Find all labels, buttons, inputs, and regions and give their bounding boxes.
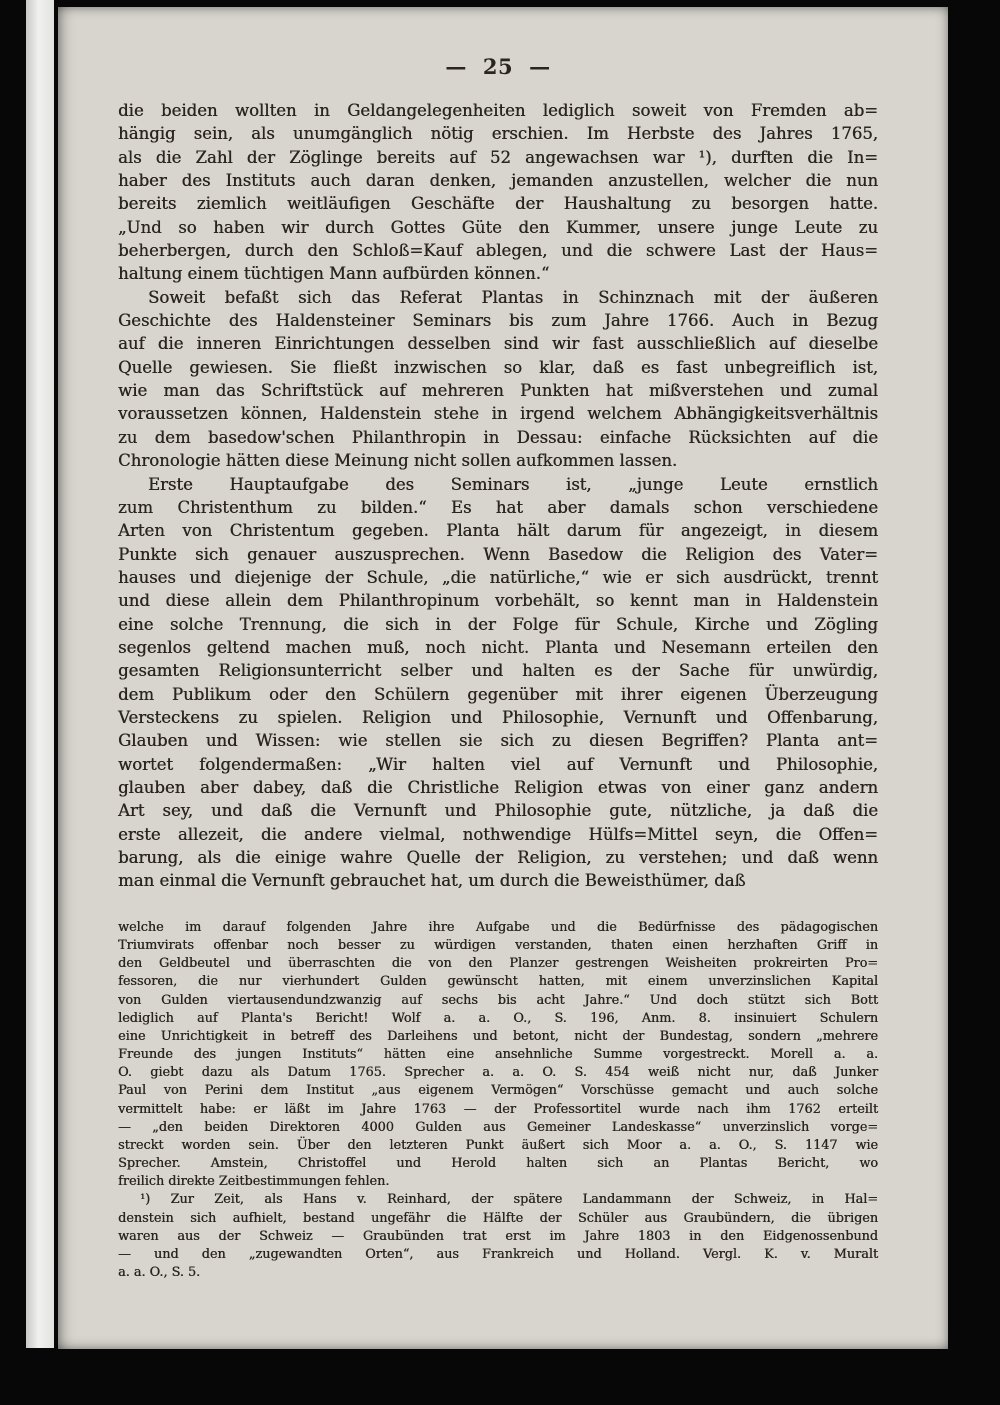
text-line: wortet folgendermaßen: „Wir halten viel auf Vernunft und Philosophie, [118,754,878,774]
text-line: hauses und diejenige der Schule, „die natürliche,“ wie er sich ausdrückt, trennt [118,567,878,587]
text-line: Sprecher. Amstein, Christoffel und Herold halten sich an Plantas Bericht, wo [118,1156,878,1172]
text-line: als die Zahl der Zöglinge bereits auf 52 angewachsen war ¹), durften die In= [118,147,878,167]
text-line: gesamten Religionsunterricht selber und halten es der Sache für unwürdig, [118,661,878,681]
text-line: ¹) Zur Zeit, als Hans v. Reinhard, der spätere Landammann der Schweiz, in Hal= [140,1192,878,1208]
paragraph [118,473,878,893]
text-line: segenlos geltend machen muß, noch nicht. Planta und Nesemann erteilen den [118,637,878,657]
text-line: bereits ziemlich weitläufigen Geschäfte der Haushaltung zu besorgen hatte. [118,194,878,214]
text-line: zum Christenthum zu bilden.“ Es hat aber damals schon verschiedene [118,497,878,517]
text-line: haber des Instituts auch daran denken, jemanden anzustellen, welcher die nun [118,171,878,191]
paragraph [118,286,878,473]
text-line: beherbergen, durch den Schloß=Kauf ablegen, und die schwere Last der Haus= [118,241,878,261]
text-line: voraussetzen können, Haldenstein stehe in irgend welchem Abhängigkeitsverhältnis [118,404,878,424]
scanned-page [58,7,948,1349]
text-line: Glauben und Wissen: wie stellen sie sich zu diesen Begriffen? Planta ant= [118,731,878,751]
text-line: eine Unrichtigkeit in betreff des Darleihens und betont, nicht der Bundestag, sondern „mehrere [118,1028,878,1044]
text-line: barung, als die einige wahre Quelle der Religion, zu verstehen; und daß wenn [118,848,878,867]
text-line: Arten von Christentum gegeben. Planta hält darum für angezeigt, in diesem [118,521,878,541]
text-line: Soweit befaßt sich das Referat Plantas in Schinznach mit der äußeren [148,287,878,307]
text-line: freilich direkte Zeitbestimmungen fehlen. [118,1174,390,1190]
footnote-text [118,919,878,1282]
text-line: hängig sein, als unumgänglich nötig erschien. Im Herbste des Jahres 1765, [118,124,878,144]
text-line: und diese allein dem Philanthropinum vorbehält, so kennt man in Haldenstein [118,591,878,611]
paragraph [118,919,878,1191]
text-line: a. a. O., S. 5. [118,1264,201,1280]
text-line: erste allezeit, die andere vielmal, nothwendige Hülfs=Mittel seyn, die Offen= [118,824,878,844]
text-line: welche im darauf folgenden Jahre ihre Aufgabe und die Bedürfnisse des pädagogischen [118,920,878,935]
text-line: fessoren, die nur vierhundert Gulden gewünscht hatten, mit einem unverzinslichen Kapital [118,974,878,990]
text-line: haltung einem tüchtigen Mann aufbürden können.“ [118,264,550,284]
text-line: die beiden wollten in Geldangelegenheiten lediglich soweit von Fremden ab= [118,101,878,120]
text-line: — „den beiden Direktoren 4000 Gulden aus Gemeiner Landeskasse“ unverzinslich vorge= [118,1119,878,1135]
adjacent-page-edge [26,0,54,1348]
text-line: Punkte sich genauer auszusprechen. Wenn Basedow die Religion des Vater= [118,544,878,564]
paragraph [118,1191,878,1282]
text-line: Chronologie hätten diese Meinung nicht sollen aufkommen lassen. [118,451,678,471]
text-line: Art sey, und daß die Vernunft und Philosophie gute, nützliche, ja daß die [118,801,878,821]
text-line: vermittelt habe: er läßt im Jahre 1763 — der Professortitel wurde nach ihm 1762 erteilt [118,1101,878,1117]
header-dash-left: — [445,54,467,79]
text-line: glauben aber dabey, daß die Christliche Religion etwas von einer ganz andern [118,777,878,797]
text-line: streckt worden sein. Über den letzteren Punkt äußert sich Moor a. a. O., S. 1147 wie [118,1137,878,1153]
text-line: eine solche Trennung, die sich in der Folge für Schule, Kirche und Zögling [118,614,878,634]
text-line: Quelle gewiesen. Sie fließt inzwischen so klar, daß es fast unbegreiflich ist, [118,357,878,377]
text-line: Triumvirats offenbar noch besser zu würdigen verstanden, thaten einen herzhaften Griff in [118,938,878,954]
text-line: „Und so haben wir durch Gottes Güte den Kummer, unsere junge Leute zu [118,217,878,237]
text-line: dem Publikum oder den Schülern gegenüber mit ihrer eigenen Überzeugung [118,684,878,704]
text-line: wie man das Schriftstück auf mehreren Punkten hat mißverstehen und zumal [118,381,878,401]
text-line: von Gulden viertausendundzwanzig auf sechs bis acht Jahre.“ Und doch stützt sich Bott [118,992,878,1008]
text-line: Freunde des jungen Instituts“ hätten eine ansehnliche Summe vorgestreckt. Morell a. a. [118,1047,878,1063]
text-line: auf die inneren Einrichtungen desselben sind wir fast ausschließlich auf dieselbe [118,334,878,354]
text-line: waren aus der Schweiz — Graubünden trat erst im Jahre 1803 in den Eidgenossenbund [118,1228,878,1244]
text-line: lediglich auf Planta's Bericht! Wolf a. a. O., S. 196, Anm. 8. insinuiert Schulern [118,1010,878,1026]
text-line: Versteckens zu spielen. Religion und Philosophie, Vernunft und Offenbarung, [118,707,878,727]
text-line: Erste Hauptaufgabe des Seminars ist, „junge Leute ernstlich [148,474,878,494]
page-header [118,54,878,79]
text-line: O. giebt dazu als Datum 1765. Sprecher a. a. O. S. 454 weiß nicht nur, daß Junker [118,1065,878,1081]
text-line: zu dem basedow'schen Philanthropin in Dessau: einfache Rücksichten auf die [118,427,878,447]
page-number: 25 [482,54,514,79]
text-line: man einmal die Vernunft gebrauchet hat, um durch die Beweisthümer, daß [118,871,746,891]
body-text [118,99,878,893]
text-line: den Geldbeutel und überraschten die von den Planzer gestrengen Weisheiten prokreirten Pro= [118,956,878,972]
text-line: — und den „zugewandten Orten“, aus Frankreich und Holland. Vergl. K. v. Muralt [118,1246,878,1262]
header-dash-right: — [529,54,551,79]
paragraph [118,99,878,286]
text-line: Geschichte des Haldensteiner Seminars bis zum Jahre 1766. Auch in Bezug [118,311,878,331]
text-line: denstein sich aufhielt, bestand ungefähr die Hälfte der Schüler aus Graubündern, die übrigen [118,1210,878,1226]
text-line: Paul von Perini dem Institut „aus eigenem Vermögen“ Vorschüsse gemacht und auch solche [118,1083,878,1099]
